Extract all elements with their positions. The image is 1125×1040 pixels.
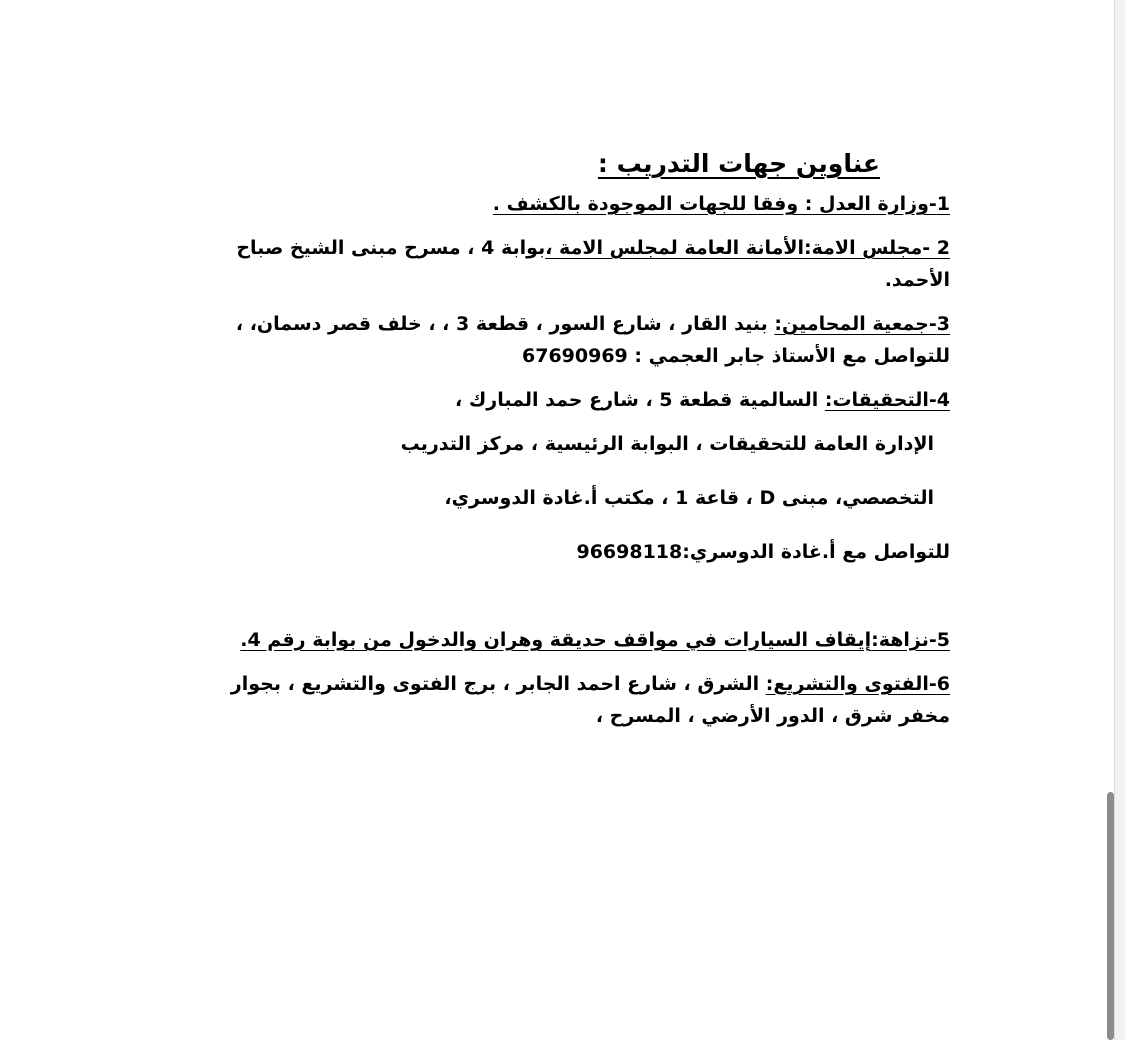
item-4-phone: 96698118 xyxy=(576,541,683,563)
item-3-line-1 xyxy=(160,308,950,340)
item-2-underlined: الأمانة العامة لمجلس الامة ، xyxy=(545,237,805,259)
item-6-line-2: مخفر شرق ، الدور الأرضي ، المسرح ، xyxy=(595,705,950,727)
item-1-number: 1 xyxy=(936,193,950,215)
item-1-detail: : وفقا للجهات الموجودة بالكشف . xyxy=(492,193,813,215)
item-4-name: -التحقيقات: xyxy=(824,389,937,411)
item-5-number: 5 xyxy=(936,629,950,651)
item-2-line-2: الأحمد. xyxy=(884,269,950,291)
item-5-detail: إيقاف السيارات في مواقف حديقة وهران والدخول من بوابة رقم 4. xyxy=(240,629,872,651)
item-4-line-3: التخصصي، مبنى D ، قاعة 1 ، مكتب أ.غادة الدوسري، xyxy=(444,487,934,509)
item-3-name: -جمعية المحامين: xyxy=(774,313,937,335)
item-4-number: 4 xyxy=(936,389,950,411)
item-1-line xyxy=(160,188,950,220)
item-1-name: -وزارة العدل xyxy=(819,193,937,215)
scrollbar-track[interactable] xyxy=(1115,0,1125,1040)
item-5-name: -نزاهة: xyxy=(871,629,937,651)
item-3-contact-label: للتواصل مع الأستاذ جابر العجمي : xyxy=(627,345,950,367)
item-4-line-4 xyxy=(160,536,950,568)
item-3-line-2 xyxy=(160,340,950,372)
scrollbar-thumb[interactable] xyxy=(1107,792,1114,1040)
item-5-line xyxy=(160,624,950,656)
list-item-investigations xyxy=(160,384,950,568)
item-2-name: -مجلس الامة: xyxy=(804,237,937,259)
item-2-number: 2 xyxy=(936,237,950,259)
item-3-detail: بنيد القار ، شارع السور ، قطعة 3 ، ، خلف قصر دسمان، ، xyxy=(235,313,775,335)
item-6-detail: الشرق ، شارع احمد الجابر ، برج الفتوى والتشريع ، بجوار xyxy=(230,673,766,695)
item-2-detail: بوابة 4 ، مسرح مبنى الشيخ صباح xyxy=(236,237,546,259)
list-item-nazaha xyxy=(160,624,950,656)
list-item-ministry-of-justice xyxy=(160,188,950,220)
item-4-line-1 xyxy=(160,384,950,416)
item-2-line-1 xyxy=(160,232,950,264)
item-6-number: 6 xyxy=(936,673,950,695)
item-6-line-1 xyxy=(160,668,950,700)
document-body xyxy=(160,140,950,744)
item-4-line-2: الإدارة العامة للتحقيقات ، البوابة الرئيسية ، مركز التدريب xyxy=(400,433,934,455)
list-item-lawyers-association xyxy=(160,308,950,372)
item-3-phone: 67690969 xyxy=(522,345,628,367)
item-3-number: 3 xyxy=(936,313,950,335)
item-4-contact-label: للتواصل مع أ.غادة الدوسري: xyxy=(682,541,950,563)
item-6-name: -الفتوى والتشريع: xyxy=(765,673,937,695)
item-4-detail: السالمية قطعة 5 ، شارع حمد المبارك ، xyxy=(455,389,825,411)
list-item-national-assembly xyxy=(160,232,950,296)
page-title: عناوين جهات التدريب : xyxy=(597,149,880,178)
list-item-fatwa-legislation xyxy=(160,668,950,732)
